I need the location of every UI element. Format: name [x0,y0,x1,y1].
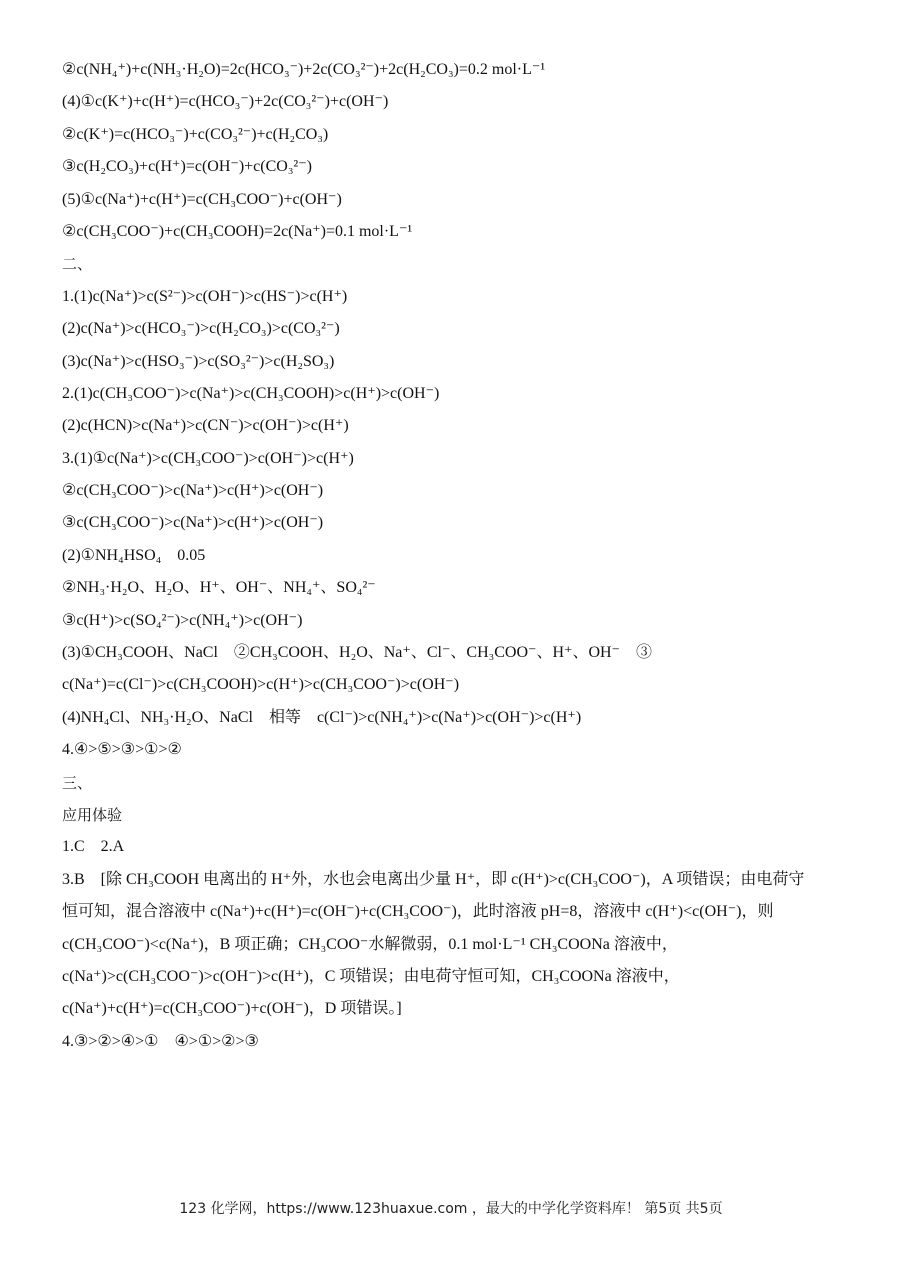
document-body [62,60,842,1064]
section-heading: 三、 [62,773,93,792]
section-heading: 二、 [62,255,93,274]
answer-line: ③c(CH₃COO⁻)>c(Na⁺)>c(H⁺)>c(OH⁻) [62,514,324,532]
explanation-line: 恒可知，混合溶液中 c(Na⁺)+c(H⁺)=c(OH⁻)+c(CH₃COO⁻)，此时溶液 pH=8，溶液中 c(H⁺)<c(OH⁻)，则 [62,903,774,921]
answer-line: (5)①c(Na⁺)+c(H⁺)=c(CH₃COO⁻)+c(OH⁻) [62,190,342,208]
answer-line: ②c(CH₃COO⁻)>c(Na⁺)>c(H⁺)>c(OH⁻) [62,482,324,500]
answer-line: 2.(1)c(CH₃COO⁻)>c(Na⁺)>c(CH₃COOH)>c(H⁺)>c(OH⁻) [62,384,440,402]
answer-line: ②c(NH₄⁺)+c(NH₃·H₂O)=2c(HCO₃⁻)+2c(CO₃²⁻)+2c(H₂CO₃)=0.2 mol·L⁻¹ [62,61,546,78]
answer-line: (2)c(HCN)>c(Na⁺)>c(CN⁻)>c(OH⁻)>c(H⁺) [62,417,349,435]
answer-line: (3)c(Na⁺)>c(HSO₃⁻)>c(SO₃²⁻)>c(H₂SO₃) [62,352,335,370]
answer-line: c(Na⁺)=c(Cl⁻)>c(CH₃COOH)>c(H⁺)>c(CH₃COO⁻)>c(OH⁻) [62,676,460,694]
page-footer: 123 化学网，https://www.123huaxue.com ，最大的中学化学资料库！ 第5页 共5页 [179,1201,723,1217]
answer-line: 4.④>⑤>③>①>② [62,741,182,759]
explanation-line: c(Na⁺)+c(H⁺)=c(CH₃COO⁻)+c(OH⁻)，D 项错误。] [62,1000,402,1018]
answer-line: (3)①CH₃COOH、NaCl ②CH₃COOH、H₂O、Na⁺、Cl⁻、CH₃COO⁻、H⁺、OH⁻ ③ [62,644,652,662]
answer-line: ③c(H₂CO₃)+c(H⁺)=c(OH⁻)+c(CO₃²⁻) [62,158,312,176]
answer-line: (4)①c(K⁺)+c(H⁺)=c(HCO₃⁻)+2c(CO₃²⁻)+c(OH⁻) [62,93,389,111]
answer-line: 3.(1)①c(Na⁺)>c(CH₃COO⁻)>c(OH⁻)>c(H⁺) [62,449,354,467]
answer-line: (2)c(Na⁺)>c(HCO₃⁻)>c(H₂CO₃)>c(CO₃²⁻) [62,320,340,338]
answer-line: 4.③>②>④>① ④>①>②>③ [62,1032,259,1050]
explanation-line: c(CH₃COO⁻)<c(Na⁺)，B 项正确；CH₃COO⁻水解微弱，0.1 mol·L⁻¹ CH₃COONa 溶液中， [62,935,678,953]
answer-line: ②NH₃·H₂O、H₂O、H⁺、OH⁻、NH₄⁺、SO₄²⁻ [62,579,376,597]
answer-line: ②c(K⁺)=c(HCO₃⁻)+c(CO₃²⁻)+c(H₂CO₃) [62,125,329,143]
answer-line: 1.(1)c(Na⁺)>c(S²⁻)>c(OH⁻)>c(HS⁻)>c(H⁺) [62,287,348,305]
explanation-line: c(Na⁺)>c(CH₃COO⁻)>c(OH⁻)>c(H⁺)，C 项错误；由电荷守恒可知，CH₃COONa 溶液中， [62,967,680,985]
answer-line: 1.C 2.A [62,838,125,856]
explanation-line: 3.B [除 CH₃COOH 电离出的 H⁺外，水也会电离出少量 H⁺，即 c(H⁺)>c(CH₃COO⁻)，A 项错误；由电荷守 [62,870,805,888]
answer-line: ③c(H⁺)>c(SO₄²⁻)>c(NH₄⁺)>c(OH⁻) [62,611,303,629]
answer-line: ②c(CH₃COO⁻)+c(CH₃COOH)=2c(Na⁺)=0.1 mol·L⁻¹ [62,222,413,240]
subsection-heading: 应用体验 [62,805,123,824]
answer-line: (2)①NH₄HSO₄ 0.05 [62,546,206,564]
answer-line: (4)NH₄Cl、NH₃·H₂O、NaCl 相等 c(Cl⁻)>c(NH₄⁺)>c(Na⁺)>c(OH⁻)>c(H⁺) [62,708,582,726]
